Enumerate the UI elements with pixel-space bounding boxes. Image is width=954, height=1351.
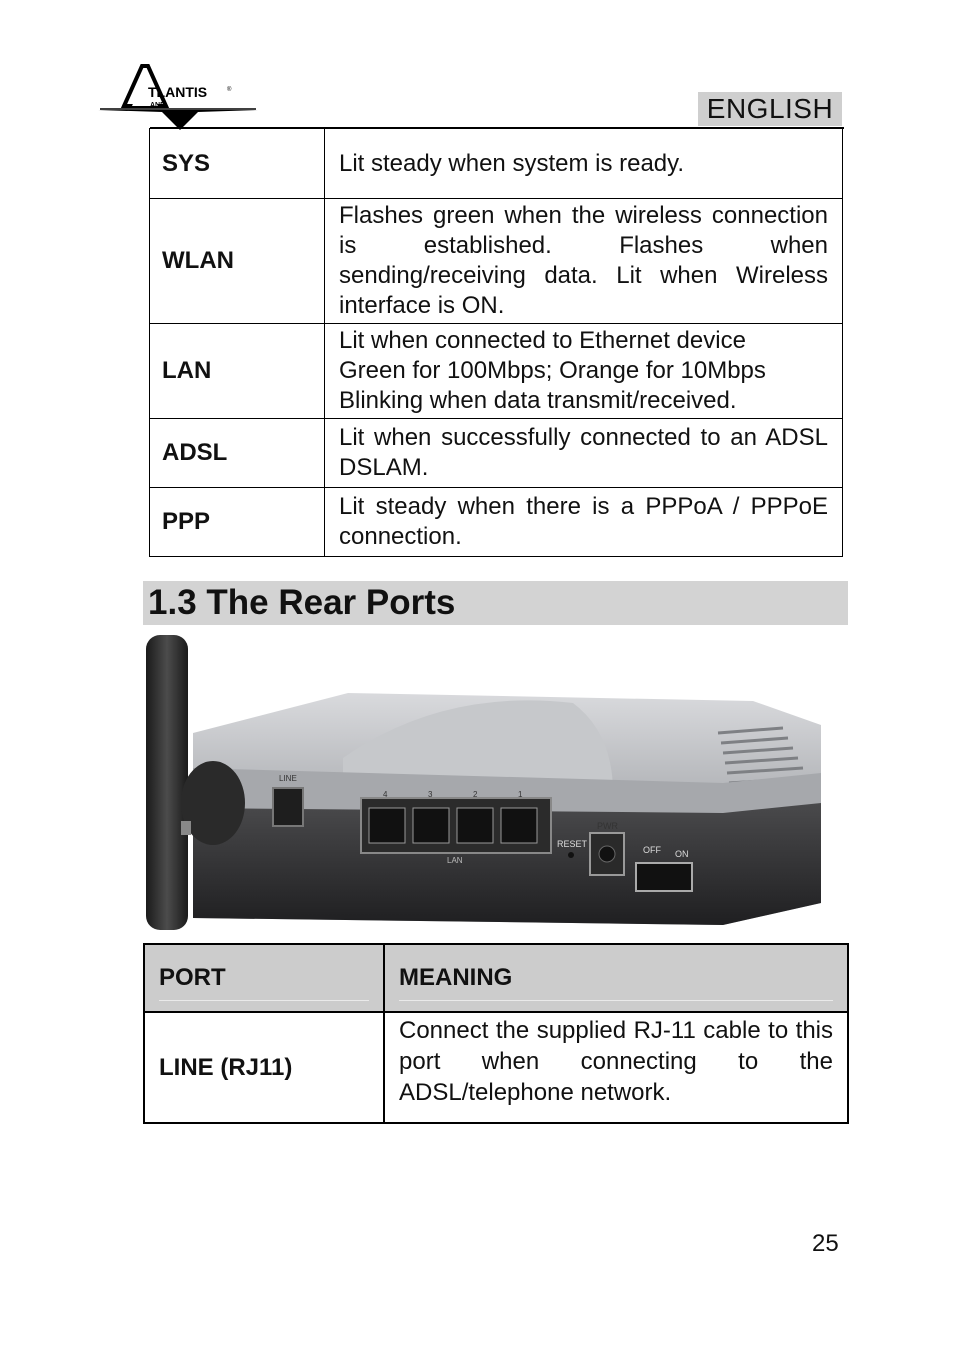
led-meaning-line: Lit when connected to Ethernet device [339,327,746,354]
language-label: ENGLISH [698,92,842,126]
led-meaning-line: Green for 100Mbps; Orange for 10Mbps [339,357,766,384]
page-number: 25 [812,1230,839,1257]
rear-ports-table [143,943,849,1124]
lan-label: LAN [447,856,463,865]
section-title: 1.3 The Rear Ports [143,581,848,625]
table-row [150,129,843,199]
lan-port-number: 2 [473,790,478,799]
led-name: LAN [150,324,325,419]
led-meaning: Lit steady when there is a PPPoA / PPPoE connection. [325,488,843,557]
table-row [150,199,843,324]
table-row [150,324,843,419]
led-meaning: Lit when successfully connected to an ADSL DSLAM. [325,419,843,488]
led-name: WLAN [150,199,325,324]
lan-port-number: 4 [383,790,388,799]
table-header-row [144,944,848,1012]
lan-port-number: 3 [428,790,433,799]
atlantis-land-logo-icon [98,62,258,132]
line-port-label: LINE [279,774,297,783]
table-row [150,488,843,557]
on-label: ON [675,849,689,859]
led-meaning: Lit steady when system is ready. [325,129,843,199]
column-header-port: PORT [144,944,384,1012]
table-row [150,419,843,488]
led-meaning: Flashes green when the wireless connection is established. Flashes when sending/receiving data. Lit when Wireless interface is ON. [325,199,843,324]
lan-port-number: 1 [518,790,523,799]
svg-text:®: ® [227,87,232,93]
table-row [144,1012,848,1123]
router-rear-photo-icon [143,633,848,938]
led-meaning-line: Blinking when data transmit/received. [339,387,737,414]
port-name: LINE (RJ11) [144,1012,384,1123]
logo-text-main: TLANTIS [148,84,208,100]
pwr-label: PWR [597,821,618,831]
led-status-table [149,128,843,557]
port-meaning: Connect the supplied RJ-11 cable to this port when connecting to the ADSL/telephone network. [384,1012,848,1123]
led-name: PPP [150,488,325,557]
led-meaning [325,324,843,419]
logo-text-sub: AND [150,102,166,109]
off-label: OFF [643,845,661,855]
reset-label: RESET [557,839,588,849]
led-name: SYS [150,129,325,199]
led-name: ADSL [150,419,325,488]
column-header-meaning: MEANING [384,944,848,1012]
